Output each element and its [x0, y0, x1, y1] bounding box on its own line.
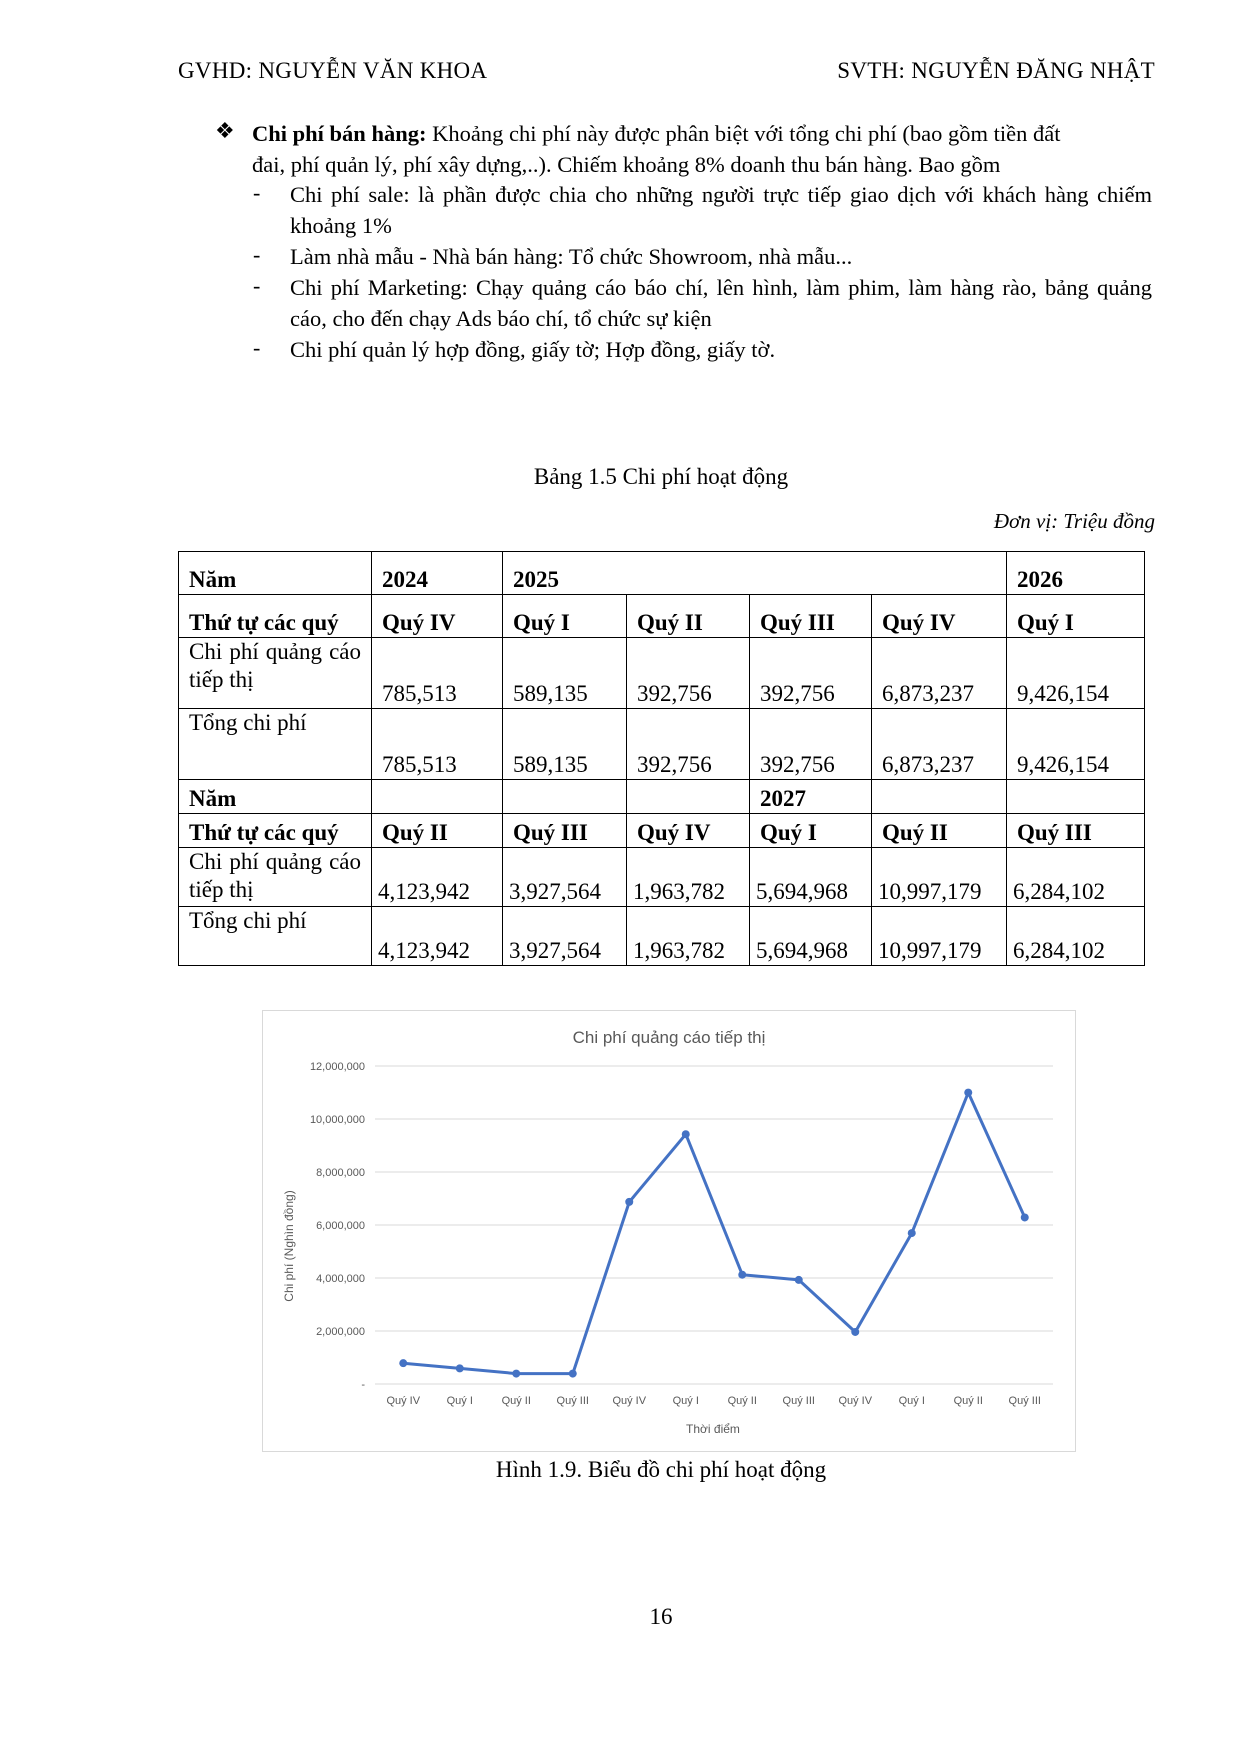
intro-paragraph — [252, 118, 1153, 180]
table-cell: 589,135 — [503, 638, 627, 709]
table-cell: 5,694,968 — [750, 848, 872, 907]
y-tick-label: - — [361, 1379, 365, 1391]
x-tick-label: Quý II — [727, 1395, 757, 1407]
table-cell: 6,873,237 — [872, 709, 1007, 780]
data-point — [625, 1198, 633, 1206]
table-cell: 3,927,564 — [503, 848, 627, 907]
table-row — [179, 709, 1145, 780]
table-cell: 2025 — [503, 552, 1007, 595]
table-cell: Năm — [179, 552, 372, 595]
dash-marker: - — [253, 180, 261, 205]
dash-marker: - — [253, 242, 261, 267]
intro-line2: đai, phí quản lý, phí xây dựng,..). Chiếm khoảng 8% doanh thu bán hàng. Bao gồm — [252, 152, 1001, 177]
table-cell: 5,694,968 — [750, 907, 872, 966]
x-tick-label: Quý II — [953, 1395, 983, 1407]
table-cell: 2026 — [1007, 552, 1145, 595]
y-tick-label: 10,000,000 — [309, 1114, 365, 1126]
x-tick-label: Quý III — [1008, 1395, 1041, 1407]
dash-marker: - — [253, 273, 261, 298]
table-cell: 9,426,154 — [1007, 638, 1145, 709]
table-cell: 392,756 — [627, 709, 750, 780]
table-cell: Quý II — [372, 814, 503, 848]
table-cell — [1007, 780, 1145, 814]
table-cell: Quý I — [503, 595, 627, 638]
table-cell: Năm — [179, 780, 372, 814]
x-tick-label: Quý III — [782, 1395, 815, 1407]
table-cell: 1,963,782 — [627, 907, 750, 966]
x-tick-label: Quý I — [672, 1395, 699, 1407]
table-row — [179, 638, 1145, 709]
table-cell: Quý I — [750, 814, 872, 848]
chart-x-label: Thời điểm — [686, 1422, 740, 1436]
table-cell: Quý II — [627, 595, 750, 638]
data-point — [908, 1229, 916, 1237]
table-cell: 10,997,179 — [872, 848, 1007, 907]
table-cell: Quý IV — [872, 595, 1007, 638]
y-tick-label: 4,000,000 — [316, 1273, 365, 1285]
list-item: Chi phí Marketing: Chạy quảng cáo báo chí, lên hình, làm phim, làm hàng rào, bảng quảng cáo, cho đến chạy Ads báo chí, tổ chức sự kiện — [290, 275, 1152, 331]
table-cell: Tổng chi phí — [179, 709, 372, 780]
table-cell: Thứ tự các quý — [179, 595, 372, 638]
table-cell: Tổng chi phí — [179, 907, 372, 966]
intro-bold: Chi phí bán hàng: — [252, 121, 427, 146]
table-cell: Quý IV — [627, 814, 750, 848]
table-cell: 6,284,102 — [1007, 848, 1145, 907]
data-point — [738, 1271, 746, 1279]
x-tick-label: Quý IV — [838, 1395, 873, 1407]
y-tick-label: 12,000,000 — [309, 1061, 365, 1073]
intro-line1: Khoảng chi phí này được phân biệt với tổng chi phí (bao gồm tiền đất — [426, 121, 1061, 146]
table-cell: 2027 — [750, 780, 872, 814]
table-cell: 785,513 — [372, 638, 503, 709]
table-cell: Quý III — [750, 595, 872, 638]
x-tick-label: Quý II — [501, 1395, 531, 1407]
table-cell: Quý I — [1007, 595, 1145, 638]
y-tick-label: 2,000,000 — [316, 1326, 365, 1338]
table-cell: 392,756 — [750, 709, 872, 780]
x-tick-label: Quý I — [898, 1395, 925, 1407]
data-point — [964, 1089, 972, 1097]
header-left: GVHD: NGUYỄN VĂN KHOA — [178, 58, 488, 83]
x-tick-label: Quý I — [446, 1395, 473, 1407]
table-cell: 6,873,237 — [872, 638, 1007, 709]
table-cell: Quý IV — [372, 595, 503, 638]
chart-title: Chi phí quảng cáo tiếp thị — [572, 1028, 766, 1047]
page-number: 16 — [649, 1604, 673, 1629]
data-point — [512, 1370, 520, 1378]
table-cell: 2024 — [372, 552, 503, 595]
table-row — [179, 848, 1145, 907]
table-cell: 6,284,102 — [1007, 907, 1145, 966]
data-point — [456, 1364, 464, 1372]
table-cell: Quý III — [1007, 814, 1145, 848]
chart-y-label: Chi phí (Nghìn đồng) — [282, 1190, 296, 1302]
table-caption: Bảng 1.5 Chi phí hoạt động — [533, 464, 789, 489]
table-cell: Quý III — [503, 814, 627, 848]
table-cell: 785,513 — [372, 709, 503, 780]
table-row — [179, 552, 1145, 595]
x-tick-label: Quý III — [556, 1395, 589, 1407]
table-cell — [627, 780, 750, 814]
table-cell: 10,997,179 — [872, 907, 1007, 966]
table-cell: Chi phí quảng cáo tiếp thị — [179, 638, 372, 709]
figure-caption: Hình 1.9. Biểu đồ chi phí hoạt động — [495, 1457, 827, 1482]
list-item: Làm nhà mẫu - Nhà bán hàng: Tổ chức Showroom, nhà mẫu... — [290, 244, 853, 269]
data-point — [569, 1370, 577, 1378]
data-point — [399, 1359, 407, 1367]
table-cell: 392,756 — [750, 638, 872, 709]
table-cell: 589,135 — [503, 709, 627, 780]
table-cell: Thứ tự các quý — [179, 814, 372, 848]
header-right: SVTH: NGUYỄN ĐĂNG NHẬT — [837, 58, 1155, 83]
table-unit: Đơn vị: Triệu đồng — [993, 509, 1155, 533]
y-tick-label: 8,000,000 — [316, 1167, 365, 1179]
table-cell: Quý II — [872, 814, 1007, 848]
table-row — [179, 907, 1145, 966]
data-point — [1021, 1213, 1029, 1221]
dash-marker: - — [253, 335, 261, 360]
x-tick-label: Quý IV — [612, 1395, 647, 1407]
diamond-bullet-icon: ❖ — [215, 118, 235, 143]
y-tick-label: 6,000,000 — [316, 1220, 365, 1232]
table-cell: Chi phí quảng cáo tiếp thị — [179, 848, 372, 907]
line-chart — [262, 1010, 1076, 1452]
table-cell: 3,927,564 — [503, 907, 627, 966]
table-cell — [372, 780, 503, 814]
list-item: Chi phí sale: là phần được chia cho những người trực tiếp giao dịch với khách hàng chiếm khoảng 1% — [290, 182, 1152, 238]
table-cell: 1,963,782 — [627, 848, 750, 907]
data-point — [682, 1130, 690, 1138]
data-point — [795, 1276, 803, 1284]
table-cell: 4,123,942 — [372, 848, 503, 907]
table-row — [179, 780, 1145, 814]
line-chart-svg — [263, 1011, 1075, 1451]
cost-table — [178, 551, 1145, 966]
table-cell: 392,756 — [627, 638, 750, 709]
table-cell — [872, 780, 1007, 814]
x-tick-label: Quý IV — [386, 1395, 421, 1407]
table-cell — [503, 780, 627, 814]
table-row — [179, 595, 1145, 638]
table-row — [179, 814, 1145, 848]
table-cell: 4,123,942 — [372, 907, 503, 966]
table-cell: 9,426,154 — [1007, 709, 1145, 780]
list-item: Chi phí quản lý hợp đồng, giấy tờ; Hợp đồng, giấy tờ. — [290, 337, 776, 362]
data-point — [851, 1328, 859, 1336]
